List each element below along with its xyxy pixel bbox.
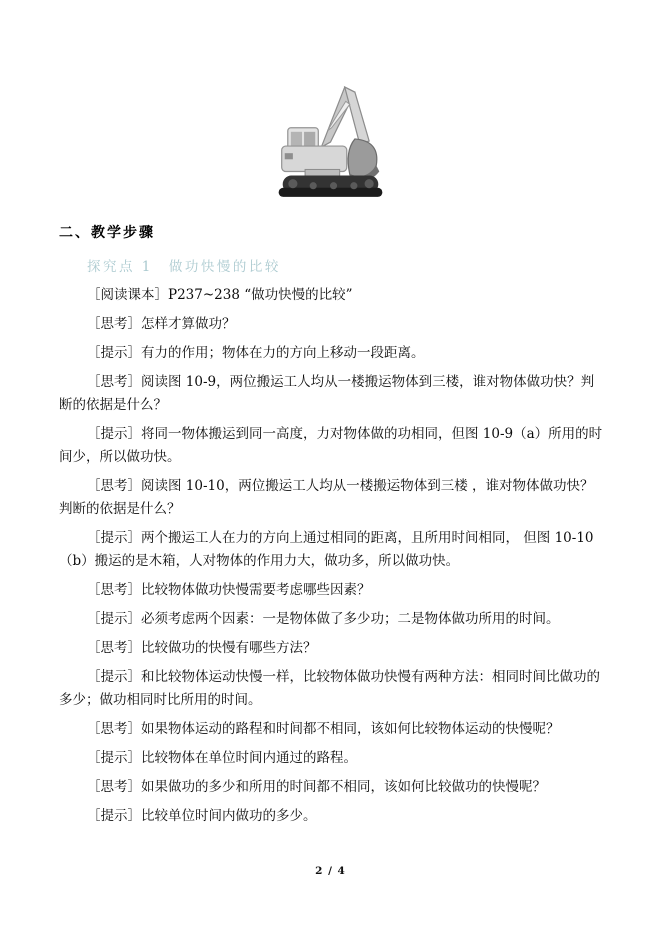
paragraph-think: ［思考］怎样才算做功？ [87,316,236,332]
paragraph-hint: ［提示］比较物体在单位时间内通过的路程。 [87,750,357,766]
paragraph-think: ［思考］阅读图 10-10，两位搬运工人均从一楼搬运物体到三楼 ，谁对物体做功快？判断的依据是什么？ [59,478,594,517]
paragraph-hint: ［提示］必须考虑两个因素：一是物体做了多少功；二是物体做功所用的时间。 [87,611,560,627]
paragraph-think: ［思考］比较做功的快慢有哪些方法？ [87,640,317,656]
paragraph-think: ［思考］比较物体做功快慢需要考虑哪些因素？ [87,582,371,598]
paragraph-think: ［思考］如果做功的多少和所用的时间都不相同，该如何比较做功的快慢呢？ [87,779,546,795]
paragraph-reading: ［阅读课本］P237~238 “做功快慢的比较” [87,287,353,303]
paragraph-think: ［思考］阅读图 10-9，两位搬运工人均从一楼搬运物体到三楼，谁对物体做功快？判断的依据是什么？ [59,374,595,413]
document-body [0,222,661,828]
paragraph-hint: ［提示］比较单位时间内做功的多少。 [87,808,317,824]
paragraph-think: ［思考］如果物体运动的路程和时间都不相同，该如何比较物体运动的快慢呢？ [87,721,560,737]
figure-container [0,0,661,206]
page-number-indicator: 2 / 4 [315,865,346,877]
excavator-image [273,82,388,202]
paragraph-hint: ［提示］将同一物体搬运到同一高度，力对物体做的功相同，但图 10-9（a）所用的时间少，所以做功快。 [59,426,603,465]
paragraph-hint: ［提示］有力的作用；物体在力的方向上移动一段距离。 [87,345,425,361]
paragraph-hint: ［提示］和比较物体运动快慢一样，比较物体做功快慢有两种方法：相同时间比做功的多少；做功相同时比所用的时间。 [59,669,600,708]
inquiry-point-title: 探究点 1 做功快慢的比较 [87,259,281,275]
section-heading: 二、教学步骤 [59,225,155,241]
paragraph-hint: ［提示］两个搬运工人在力的方向上通过相同的距离，且所用时间相同， 但图 10-10（b）搬运的是木箱，人对物体的作用力大，做功多，所以做功快。 [59,530,594,569]
